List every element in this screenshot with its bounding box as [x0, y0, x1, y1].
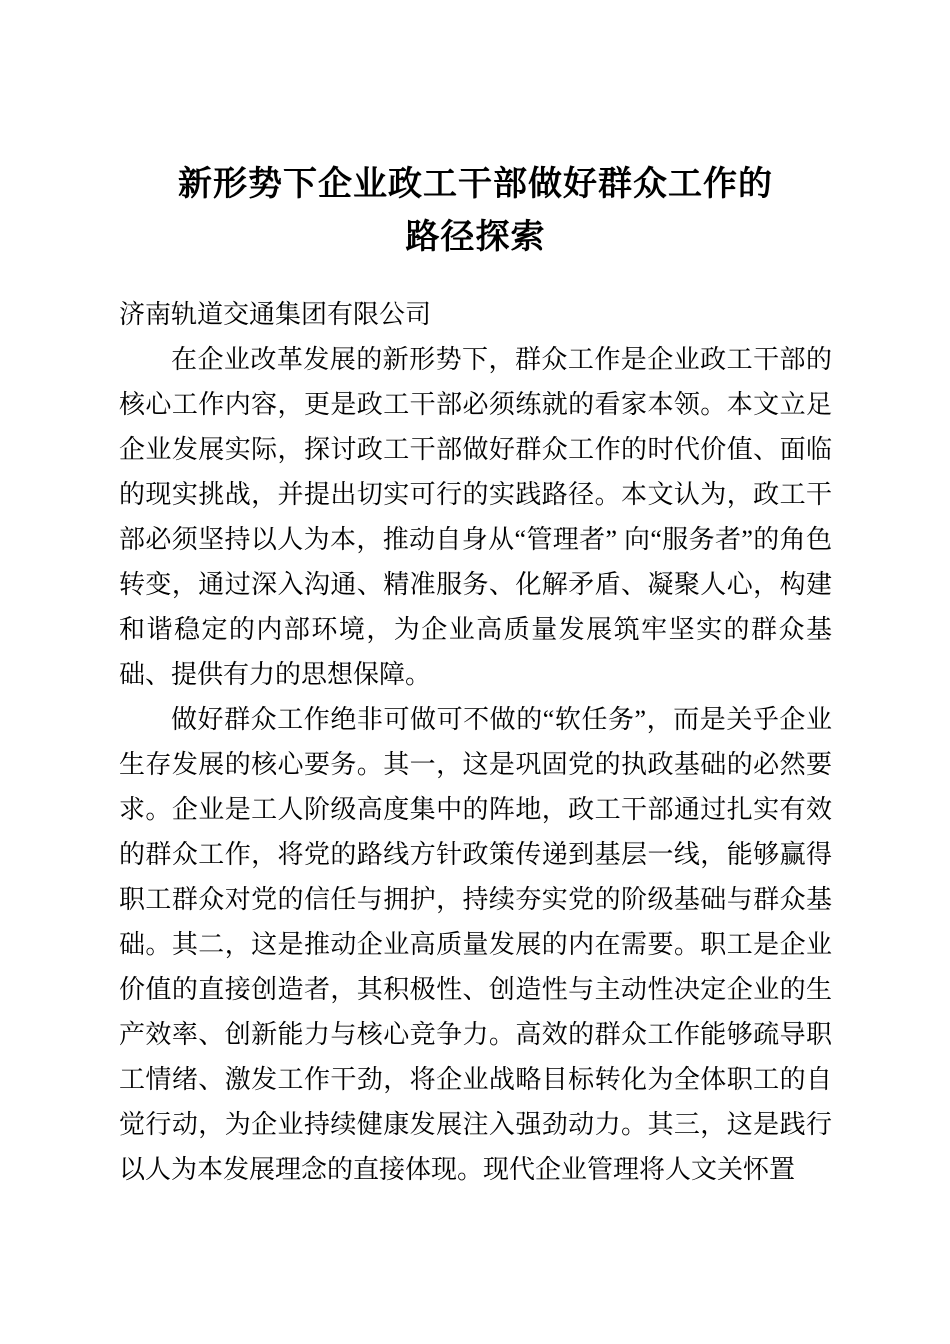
- document-title: [119, 158, 832, 264]
- paragraph-1: 在企业改革发展的新形势下，群众工作是企业政工干部的核心工作内容，更是政工干部必须练就的看家本领。本文立足企业发展实际，探讨政工干部做好群众工作的时代价值、面临的现实挑战，并提出切实可行的实践路径。本文认为，政工干部必须坚持以人为本，推动自身从“管理者” 向“服务者”的角色转变，通过深入沟通、精准服务、化解矛盾、凝聚人心，构建和谐稳定的内部环境，为企业高质量发展筑牢坚实的群众基础、提供有力的思想保障。: [119, 345, 832, 689]
- paragraph-2: 做好群众工作绝非可做可不做的“软任务”，而是关乎企业生存发展的核心要务。其一，这是巩固党的执政基础的必然要求。企业是工人阶级高度集中的阵地，政工干部通过扎实有效的群众工作，将党的路线方针政策传递到基层一线，能够赢得职工群众对党的信任与拥护，持续夯实党的阶级基础与群众基础。其二，这是推动企业高质量发展的内在需要。职工是企业价值的直接创造者，其积极性、创造性与主动性决定企业的生产效率、创新能力与核心竞争力。高效的群众工作能够疏导职工情绪、激发工作干劲，将企业战略目标转化为全体职工的自觉行动，为企业持续健康发展注入强劲动力。其三，这是践行以人为本发展理念的直接体现。现代企业管理将人文关怀置: [119, 705, 832, 1184]
- byline-company: 济南轨道交通集团有限公司: [119, 300, 432, 329]
- title-line-2: 路径探索: [405, 219, 546, 256]
- title-line-1: 新形势下企业政工干部做好群众工作的: [178, 166, 773, 203]
